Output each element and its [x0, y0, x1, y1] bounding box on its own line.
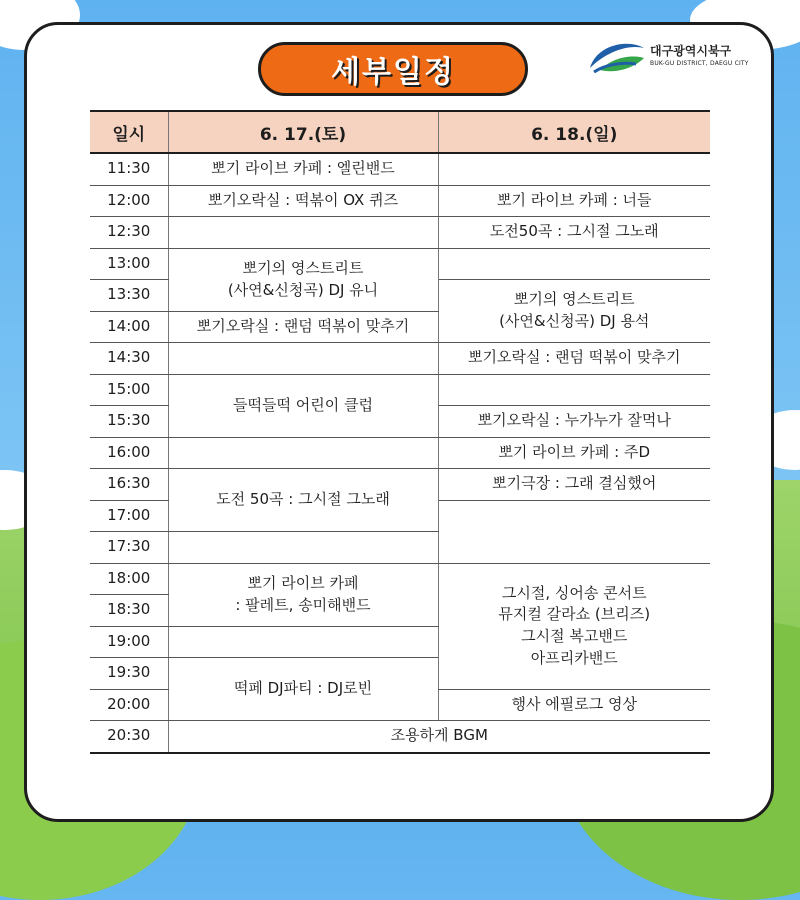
event-line: 아프리카밴드	[530, 648, 618, 667]
table-row	[90, 563, 710, 595]
day1-event	[168, 563, 438, 626]
time-cell: 20:30	[90, 721, 168, 753]
day1-event: 들떡들떡 어린이 클럽	[168, 374, 438, 437]
time-cell: 12:30	[90, 217, 168, 249]
day2-event	[438, 248, 710, 280]
table-row	[90, 374, 710, 406]
event-line: (사연&신청곡) DJ 유니	[227, 280, 379, 299]
time-cell: 11:30	[90, 153, 168, 185]
day1-event	[168, 217, 438, 249]
event-line: : 팔레트, 송미해밴드	[235, 595, 371, 614]
time-cell: 18:30	[90, 595, 168, 627]
event-line: (사연&신청곡) DJ 용석	[499, 312, 650, 330]
day2-event	[438, 280, 710, 343]
table-row	[90, 343, 710, 375]
day2-event	[438, 374, 710, 406]
day1-event	[168, 248, 438, 311]
time-cell: 18:00	[90, 563, 168, 595]
time-cell: 16:30	[90, 469, 168, 501]
day1-event	[168, 343, 438, 375]
day1-event: 뽀기오락실 : 떡볶이 OX 퀴즈	[168, 185, 438, 217]
district-logo-emblem-icon	[586, 38, 648, 78]
header-datetime: 일시	[90, 111, 168, 153]
time-cell: 17:00	[90, 500, 168, 532]
district-name-ko: 대구광역시북구	[650, 44, 732, 58]
event-line: 그시절, 싱어송 콘서트	[501, 583, 647, 602]
time-cell: 14:00	[90, 311, 168, 343]
day2-event	[438, 563, 710, 689]
table-row	[90, 437, 710, 469]
time-cell: 13:30	[90, 280, 168, 312]
time-cell: 13:00	[90, 248, 168, 280]
time-cell: 15:00	[90, 374, 168, 406]
day2-event: 뽀기 라이브 카페 : 너들	[438, 185, 710, 217]
day2-event	[438, 153, 710, 185]
day1-event: 떡페 DJ파티 : DJ로빈	[168, 658, 438, 721]
district-name-en: BUK-GU DISTRICT, DAEGU CITY	[650, 60, 749, 67]
table-row	[90, 721, 710, 753]
time-cell: 20:00	[90, 689, 168, 721]
day2-event: 뽀기오락실 : 랜덤 떡볶이 맞추기	[438, 343, 710, 375]
header-day2: 6. 18.(일)	[438, 111, 710, 153]
time-cell: 19:00	[90, 626, 168, 658]
day1-event	[168, 532, 438, 564]
day1-event: 뽀기 라이브 카페 : 엘린밴드	[168, 153, 438, 185]
event-line: 그시절 복고밴드	[521, 627, 628, 645]
day1-event	[168, 626, 438, 658]
header-day1: 6. 17.(토)	[168, 111, 438, 153]
day1-event: 도전 50곡 : 그시절 그노래	[168, 469, 438, 532]
table-row	[90, 153, 710, 185]
table-row	[90, 248, 710, 280]
district-logo	[586, 38, 756, 78]
time-cell: 12:00	[90, 185, 168, 217]
table-row	[90, 185, 710, 217]
both-days-event: 조용하게 BGM	[168, 721, 710, 753]
event-line: 뽀기 라이브 카페	[247, 573, 359, 592]
day2-event: 행사 에필로그 영상	[438, 689, 710, 721]
time-cell: 15:30	[90, 406, 168, 438]
day2-event	[438, 500, 710, 563]
day2-event: 뽀기극장 : 그래 결심했어	[438, 469, 710, 501]
time-cell: 19:30	[90, 658, 168, 690]
day1-event	[168, 437, 438, 469]
table-header-row	[90, 111, 710, 153]
time-cell: 14:30	[90, 343, 168, 375]
event-line: 뽀기의 영스트리트	[242, 258, 364, 277]
table-row	[90, 469, 710, 501]
day2-event: 뽀기오락실 : 누가누가 잘먹나	[438, 406, 710, 438]
page-title: 세부일정	[258, 42, 528, 96]
time-cell: 17:30	[90, 532, 168, 564]
table-row	[90, 217, 710, 249]
time-cell: 16:00	[90, 437, 168, 469]
day2-event: 도전50곡 : 그시절 그노래	[438, 217, 710, 249]
day2-event: 뽀기 라이브 카페 : 주D	[438, 437, 710, 469]
event-line: 뽀기의 영스트리트	[513, 290, 635, 309]
event-line: 뮤지컬 갈라쇼 (브리즈)	[498, 605, 651, 624]
schedule-table	[90, 110, 710, 754]
day1-event: 뽀기오락실 : 랜덤 떡볶이 맞추기	[168, 311, 438, 343]
